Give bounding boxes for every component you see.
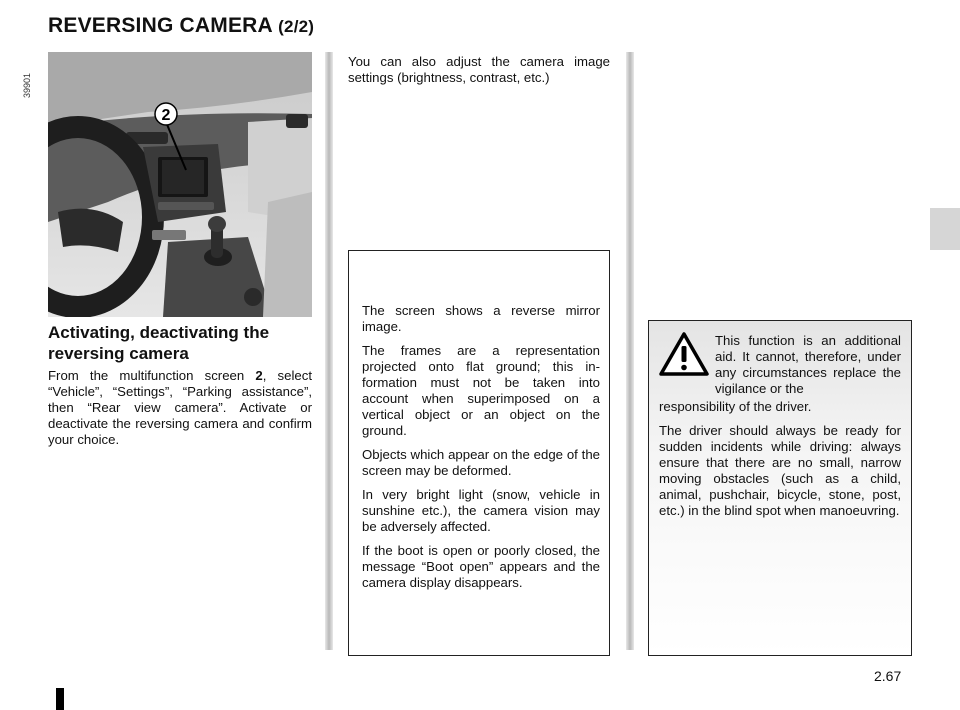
callout-2: 2 xyxy=(161,107,171,124)
image-settings-note: You can also adjust the camera image settings (brightness, contrast, etc.) xyxy=(348,54,610,85)
page-title xyxy=(48,14,314,38)
info-paragraph: The frames are a representation projected onto flat ground; this information must not be taken into account when superimposed on a vertical object or an object on the ground. xyxy=(362,343,600,438)
warning-box xyxy=(648,320,912,656)
dashboard-drawing xyxy=(48,52,312,317)
instructions-screen-ref: 2 xyxy=(255,368,263,383)
info-paragraph: Objects which appear on the edge of the screen may be deformed. xyxy=(362,447,600,478)
instructions-text-1: From the multifunction screen xyxy=(48,368,256,383)
info-paragraph: In very bright light (snow, vehicle in sunshine etc.), the camera vision may be adversely affected. xyxy=(362,487,600,534)
instructions-text-2: , select “Vehicle”, “Settings”, “Parking assistance”, then “Rear view camera”. Activate or deactivate the reversing camera and confirm your choice. xyxy=(48,368,312,447)
column-separator-2 xyxy=(626,52,634,650)
title-main: REVERSING CAMERA xyxy=(48,14,273,37)
info-paragraph: The screen shows a reverse mirror image. xyxy=(362,303,600,334)
image-ref-code xyxy=(18,60,38,100)
image-ref-code-text: 39901 xyxy=(22,72,32,98)
info-paragraph: If the boot is open or poorly closed, the message “Boot open” appears and the camera display disappears. xyxy=(362,543,600,590)
warning-text-2: The driver should always be ready for sudden incidents while driving: always ensure that there are no small, narrow moving obstacles (such as a child, animal, pushchair, bicycle, stone, post, etc.) in the blind spot when manoeuvring. xyxy=(659,423,901,518)
page-number: 2.67 xyxy=(874,668,902,684)
column-separator-1 xyxy=(325,52,333,650)
chapter-tab xyxy=(930,208,960,250)
section-heading: Activating, deactivating the reversing camera xyxy=(48,323,270,363)
warning-triangle-icon xyxy=(658,331,710,377)
warning-text-1: This function is an additional aid. It cannot, therefore, under any circumstances replace the vigilance or the xyxy=(715,333,901,396)
info-box xyxy=(348,250,610,656)
dashboard-illustration xyxy=(48,52,312,317)
activation-instructions xyxy=(48,368,312,448)
warning-text-1-cont: responsibility of the driver. xyxy=(659,399,812,414)
info-box-content xyxy=(362,303,600,599)
title-part: (2/2) xyxy=(278,17,315,36)
corner-mark xyxy=(56,688,64,710)
